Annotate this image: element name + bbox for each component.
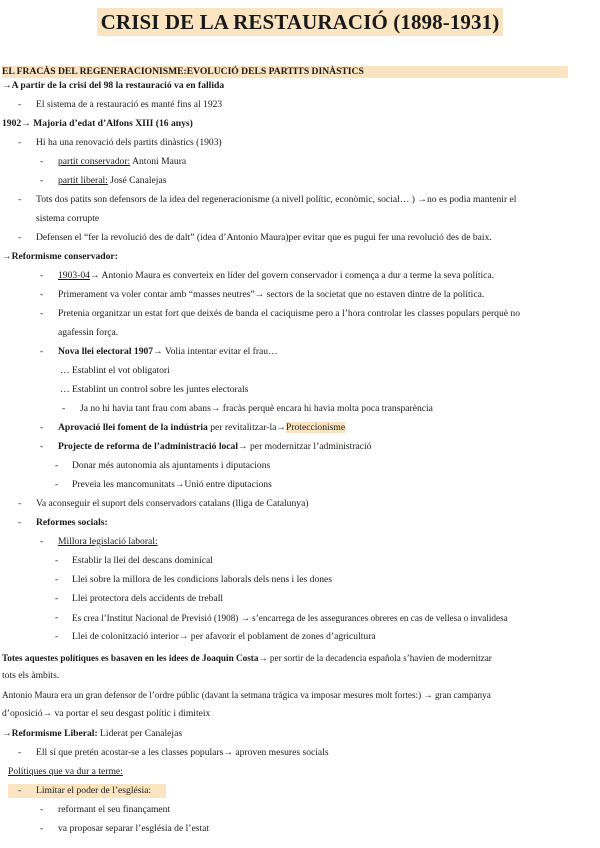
page-title: CRISI DE LA RESTAURACIÓ (1898-1931) bbox=[97, 8, 504, 36]
title-container bbox=[0, 0, 600, 42]
section-heading: EL FRACÀS DEL REGENERACIONISME:EVOLUCIÓ DELS PARTITS DINÀSTICS bbox=[2, 66, 568, 78]
